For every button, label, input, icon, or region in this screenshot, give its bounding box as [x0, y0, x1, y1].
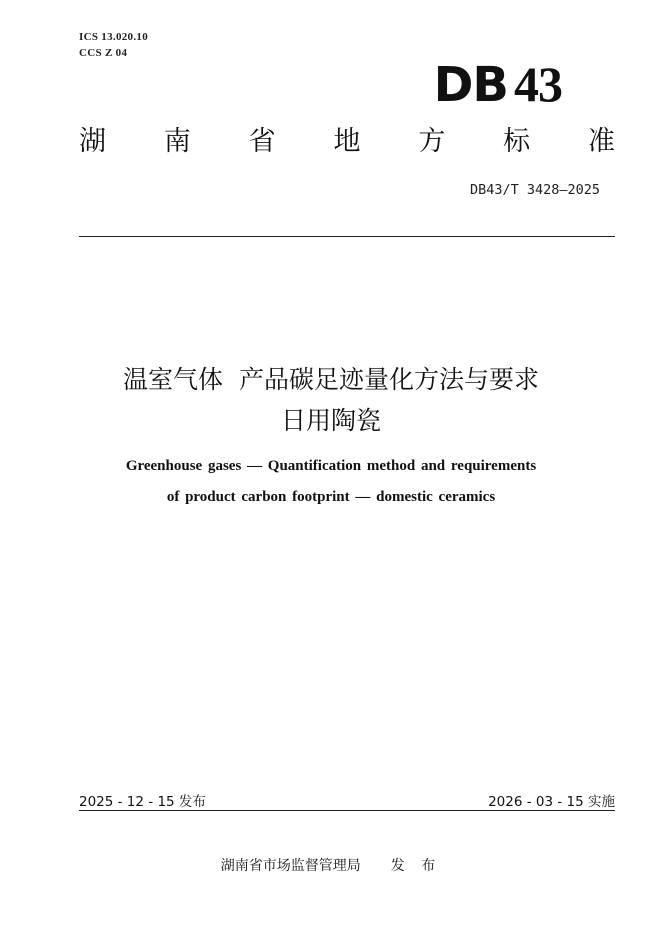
title-cn-line-1: 温室气体 产品碳足迹量化方法与要求 [123, 365, 539, 394]
issuer-action: 发 布 [390, 858, 442, 874]
top-divider [79, 236, 615, 237]
issuer-name: 湖南省市场监督管理局 [220, 858, 361, 874]
issue-date: 2025 - 12 - 15 发布 [79, 794, 206, 810]
standard-type-heading [79, 122, 615, 162]
standard-type-char: 湖 [79, 126, 106, 157]
title-en-line-1: Greenhouse gases — Quantification method and requirements [125, 458, 537, 474]
issuer-line [0, 855, 662, 875]
db-logo-prefix: DB [433, 57, 508, 113]
standard-type-char: 方 [418, 126, 446, 157]
implementation-date: 2026 - 03 - 15 实施 [488, 794, 615, 810]
standard-type-char: 省 [248, 126, 276, 157]
title-cn-line-2: 日用陶瓷 [280, 406, 381, 435]
bottom-divider [79, 810, 615, 811]
ics-code: ICS 13.020.10 [79, 31, 148, 43]
db-logo [434, 56, 562, 113]
db-logo-number: 43 [514, 56, 562, 112]
standard-type-char: 标 [503, 126, 531, 157]
standard-type-char: 准 [587, 126, 615, 157]
title-en-line-2: of product carbon footprint — domestic ceramics [166, 489, 496, 505]
standard-type-char: 南 [163, 126, 191, 157]
ccs-code: CCS Z 04 [79, 47, 128, 59]
standard-number: DB43/T 3428—2025 [469, 182, 600, 198]
standard-type-char: 地 [333, 126, 361, 157]
